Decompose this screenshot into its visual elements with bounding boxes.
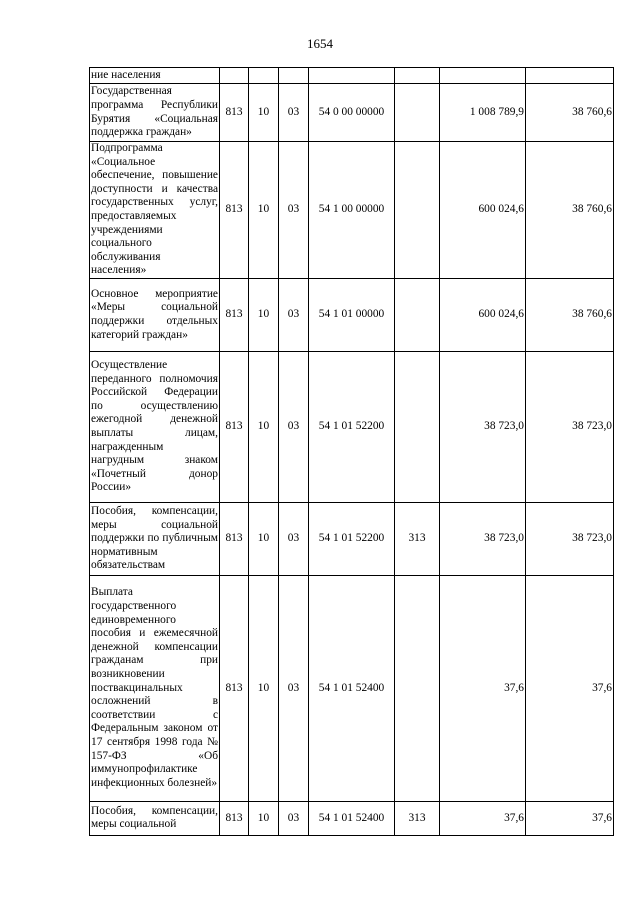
table-row bbox=[90, 502, 614, 575]
row-name: Выплата государственного единовременного пособия и ежемесячной денежной компенсации гражданам при возникновении поствакцинальных осложнений в соответствии с Федеральным законом от 17 сентября 1998 года № 157-ФЗ «Об иммунопрофилактике инфекционных болезней» bbox=[90, 575, 220, 801]
target-article-code bbox=[309, 68, 395, 84]
dept-code bbox=[220, 68, 249, 84]
amount-second: 38 723,0 bbox=[526, 502, 614, 575]
amount-second: 38 760,6 bbox=[526, 278, 614, 351]
subsection-code: 03 bbox=[279, 801, 309, 835]
subsection-code: 03 bbox=[279, 278, 309, 351]
dept-code: 813 bbox=[220, 142, 249, 279]
expense-type-code: 313 bbox=[395, 801, 440, 835]
amount-second: 37,6 bbox=[526, 801, 614, 835]
amount-second: 38 760,6 bbox=[526, 142, 614, 279]
subsection-code bbox=[279, 68, 309, 84]
subsection-code: 03 bbox=[279, 502, 309, 575]
amount-second: 37,6 bbox=[526, 575, 614, 801]
dept-code: 813 bbox=[220, 575, 249, 801]
amount-first: 600 024,6 bbox=[440, 278, 526, 351]
table-row bbox=[90, 351, 614, 502]
section-code: 10 bbox=[249, 502, 279, 575]
section-code: 10 bbox=[249, 801, 279, 835]
section-code: 10 bbox=[249, 84, 279, 142]
target-article-code: 54 1 01 52200 bbox=[309, 351, 395, 502]
subsection-code: 03 bbox=[279, 142, 309, 279]
row-name: Пособия, компенсации, меры социальной поддержки по публичным нормативным обязательствам bbox=[90, 502, 220, 575]
expense-type-code bbox=[395, 68, 440, 84]
amount-second: 38 760,6 bbox=[526, 84, 614, 142]
amount-second: 38 723,0 bbox=[526, 351, 614, 502]
amount-first: 37,6 bbox=[440, 575, 526, 801]
table-row bbox=[90, 68, 614, 84]
target-article-code: 54 1 01 00000 bbox=[309, 278, 395, 351]
amount-second bbox=[526, 68, 614, 84]
subsection-code: 03 bbox=[279, 84, 309, 142]
dept-code: 813 bbox=[220, 84, 249, 142]
amount-first: 38 723,0 bbox=[440, 351, 526, 502]
table-row bbox=[90, 575, 614, 801]
expense-type-code bbox=[395, 142, 440, 279]
expense-type-code: 313 bbox=[395, 502, 440, 575]
table-row bbox=[90, 84, 614, 142]
target-article-code: 54 0 00 00000 bbox=[309, 84, 395, 142]
section-code: 10 bbox=[249, 278, 279, 351]
section-code bbox=[249, 68, 279, 84]
target-article-code: 54 1 00 00000 bbox=[309, 142, 395, 279]
dept-code: 813 bbox=[220, 801, 249, 835]
target-article-code: 54 1 01 52400 bbox=[309, 801, 395, 835]
subsection-code: 03 bbox=[279, 351, 309, 502]
amount-first: 1 008 789,9 bbox=[440, 84, 526, 142]
row-name: Основное мероприятие «Меры социальной поддержки отдельных категорий граждан» bbox=[90, 278, 220, 351]
row-name: Государственная программа Республики Бурятия «Социальная поддержка граждан» bbox=[90, 84, 220, 142]
target-article-code: 54 1 01 52200 bbox=[309, 502, 395, 575]
row-name: ние населения bbox=[90, 68, 220, 84]
budget-table bbox=[89, 67, 614, 836]
amount-first bbox=[440, 68, 526, 84]
amount-first: 38 723,0 bbox=[440, 502, 526, 575]
amount-first: 37,6 bbox=[440, 801, 526, 835]
target-article-code: 54 1 01 52400 bbox=[309, 575, 395, 801]
row-name: Подпрограмма «Социальное обеспечение, повышение доступности и качества государственных услуг, предоставляемых учреждениями социального обслуживания населения» bbox=[90, 142, 220, 279]
table-row bbox=[90, 801, 614, 835]
dept-code: 813 bbox=[220, 351, 249, 502]
expense-type-code bbox=[395, 575, 440, 801]
amount-first: 600 024,6 bbox=[440, 142, 526, 279]
expense-type-code bbox=[395, 84, 440, 142]
table-row bbox=[90, 142, 614, 279]
dept-code: 813 bbox=[220, 502, 249, 575]
row-name: Пособия, компенсации, меры социальной bbox=[90, 801, 220, 835]
section-code: 10 bbox=[249, 575, 279, 801]
table-row bbox=[90, 278, 614, 351]
page-number: 1654 bbox=[307, 36, 333, 51]
expense-type-code bbox=[395, 278, 440, 351]
section-code: 10 bbox=[249, 351, 279, 502]
dept-code: 813 bbox=[220, 278, 249, 351]
subsection-code: 03 bbox=[279, 575, 309, 801]
expense-type-code bbox=[395, 351, 440, 502]
row-name: Осуществление переданного полномочия Российской Федерации по осуществлению ежегодной денежной выплаты лицам, награжденным нагрудным знаком «Почетный донор России» bbox=[90, 351, 220, 502]
section-code: 10 bbox=[249, 142, 279, 279]
